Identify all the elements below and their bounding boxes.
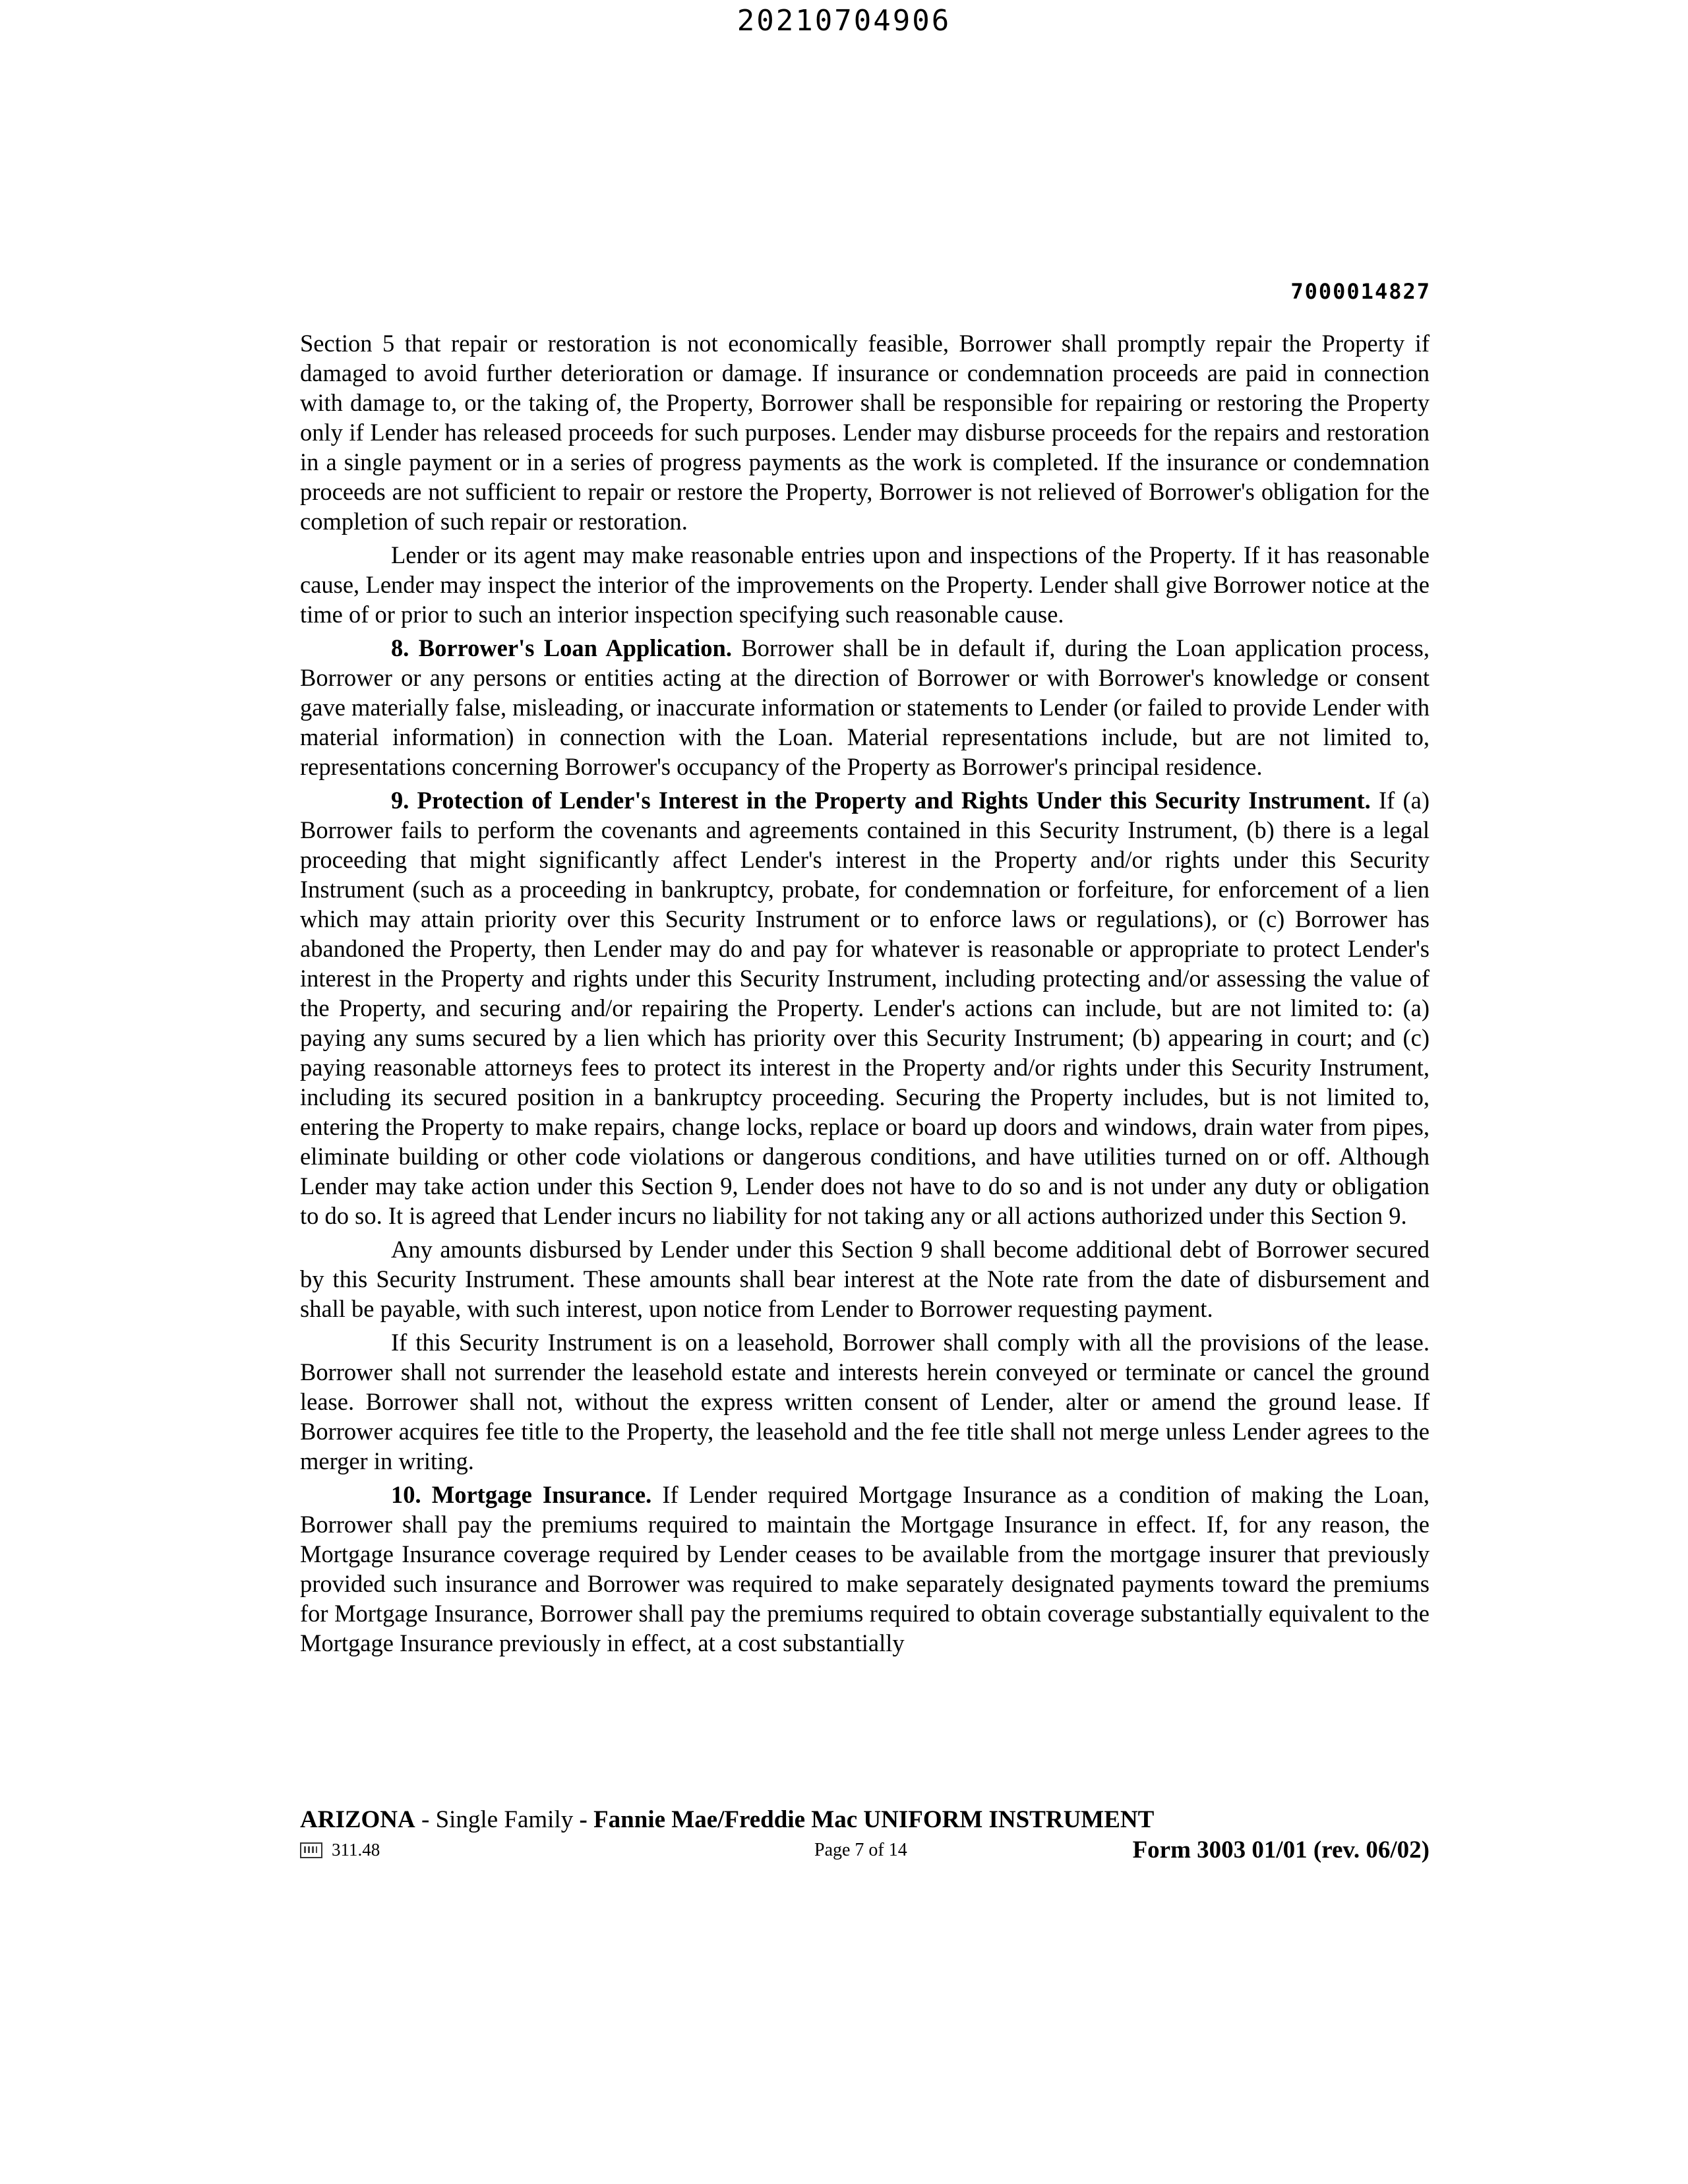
paragraph-text: Borrower shall be in default if, during the Loan application process, Borrower or any persons or entities acting at the direction of Borrower or with Borrower's knowledge or consent gave materially false, misleading, or inaccurate information or statements to Lender (or failed to provide Lender with material information) in connection with the Loan. Material representations include, but are not limited to, representations concerning Borrower's occupancy of the Property as Borrower's principal residence. — [300, 634, 1430, 780]
form-code-text: 311.48 — [332, 1840, 380, 1860]
section-8-heading: 8. Borrower's Loan Application. — [391, 634, 732, 661]
paragraph-text: If this Security Instrument is on a leasehold, Borrower shall comply with all the provisions of the lease. Borrower shall not surrender the leasehold estate and interests herein conveyed or terminate or cancel the ground lease. Borrower shall not, without the express written consent of Lender, alter or amend the ground lease. If Borrower acquires fee title to the Property, the leasehold and the fee title shall not merge unless Lender agrees to the merger in writing. — [300, 1329, 1430, 1474]
paragraph-section5-continuation — [300, 328, 1430, 536]
form-number: Form 3003 01/01 (rev. 06/02) — [1132, 1836, 1430, 1864]
section-10-heading: 10. Mortgage Insurance. — [391, 1481, 652, 1508]
form-code — [300, 1840, 380, 1860]
paragraph-section-8 — [300, 633, 1430, 781]
paragraph-leasehold — [300, 1327, 1430, 1476]
paragraph-inspection — [300, 540, 1430, 629]
footer-title — [300, 1805, 1430, 1835]
paragraph-amounts-disbursed — [300, 1234, 1430, 1323]
vmp-form-icon — [300, 1842, 322, 1858]
recording-number: 20210704906 — [737, 4, 951, 38]
loan-number: 7000014827 — [1290, 279, 1431, 304]
paragraph-section-10 — [300, 1480, 1430, 1658]
paragraph-text: If Lender required Mortgage Insurance as a condition of making the Loan, Borrower shall pay the premiums required to maintain the Mortgage Insurance in effect. If, for any reason, the Mortgage Insurance coverage required by Lender ceases to be available from the mortgage insurer that previously provided such insurance and Borrower was required to make separately designated payments toward the premiums for Mortgage Insurance, Borrower shall pay the premiums required to obtain coverage substantially equivalent to the Mortgage Insurance previously in effect, at a cost substantially — [300, 1481, 1430, 1656]
paragraph-section-9 — [300, 785, 1430, 1230]
paragraph-text: Section 5 that repair or restoration is not economically feasible, Borrower shall promptly repair the Property if damaged to avoid further deterioration or damage. If insurance or condemnation proceeds are paid in connection with damage to, or the taking of, the Property, Borrower shall be responsible for repairing or restoring the Property only if Lender has released proceeds for such purposes. Lender may disburse proceeds for the repairs and restoration in a single payment or in a series of progress payments as the work is completed. If the insurance or condemnation proceeds are not sufficient to repair or restore the Property, Borrower is not relieved of Borrower's obligation for the completion of such repair or restoration. — [300, 330, 1430, 535]
footer-property-type: Single Family — [435, 1806, 574, 1833]
paragraph-text: If (a) Borrower fails to perform the covenants and agreements contained in this Security Instrument, (b) there is a legal proceeding that might significantly affect Lender's interest in the Property and/or rights under this Security Instrument (such as a proceeding in bankruptcy, probate, for condemnation or forfeiture, for enforcement of a lien which may attain priority over this Security Instrument or to enforce laws or regulations), or (c) Borrower has abandoned the Property, then Lender may do and pay for whatever is reasonable or appropriate to protect Lender's interest in the Property and rights under this Security Instrument, including protecting and/or assessing the value of the Property, and securing and/or repairing the Property. Lender's actions can include, but are not limited to: (a) paying any sums secured by a lien which has priority over this Security Instrument; (b) appearing in court; and (c) paying reasonable attorneys fees to protect its interest in the Property and/or rights under this Security Instrument, including its secured position in a bankruptcy proceeding. Securing the Property includes, but is not limited to, entering the Property to make repairs, change locks, replace or board up doors and windows, drain water from pipes, eliminate building or other code violations or dangerous conditions, and have utilities turned on or off. Although Lender may take action under this Section 9, Lender does not have to do so and is not under any duty or obligation to do so. It is agreed that Lender incurs no liability for not taking any or all actions authorized under this Section 9. — [300, 787, 1430, 1229]
paragraph-text: Lender or its agent may make reasonable entries upon and inspections of the Property. If it has reasonable cause, Lender may inspect the interior of the improvements on the Property. Lender shall give Borrower notice at the time of or prior to such an interior inspection specifying such reasonable cause. — [300, 541, 1430, 628]
form-footer — [300, 1805, 1430, 1865]
footer-state: ARIZONA — [300, 1806, 415, 1833]
footer-instrument: Fannie Mae/Freddie Mac UNIFORM INSTRUMENT — [593, 1806, 1155, 1833]
paragraph-text: Any amounts disbursed by Lender under this Section 9 shall become additional debt of Borrower secured by this Security Instrument. These amounts shall bear interest at the Note rate from the date of disbursement and shall be payable, with such interest, upon notice from Lender to Borrower requesting payment. — [300, 1236, 1430, 1322]
section-9-heading: 9. Protection of Lender's Interest in the Property and Rights Under this Security Instrument. — [391, 787, 1371, 814]
footer-separator: - — [415, 1806, 436, 1833]
footer-row — [300, 1836, 1430, 1865]
document-body — [300, 328, 1430, 1662]
footer-separator: - — [573, 1806, 594, 1833]
page-number: Page 7 of 14 — [814, 1840, 907, 1860]
